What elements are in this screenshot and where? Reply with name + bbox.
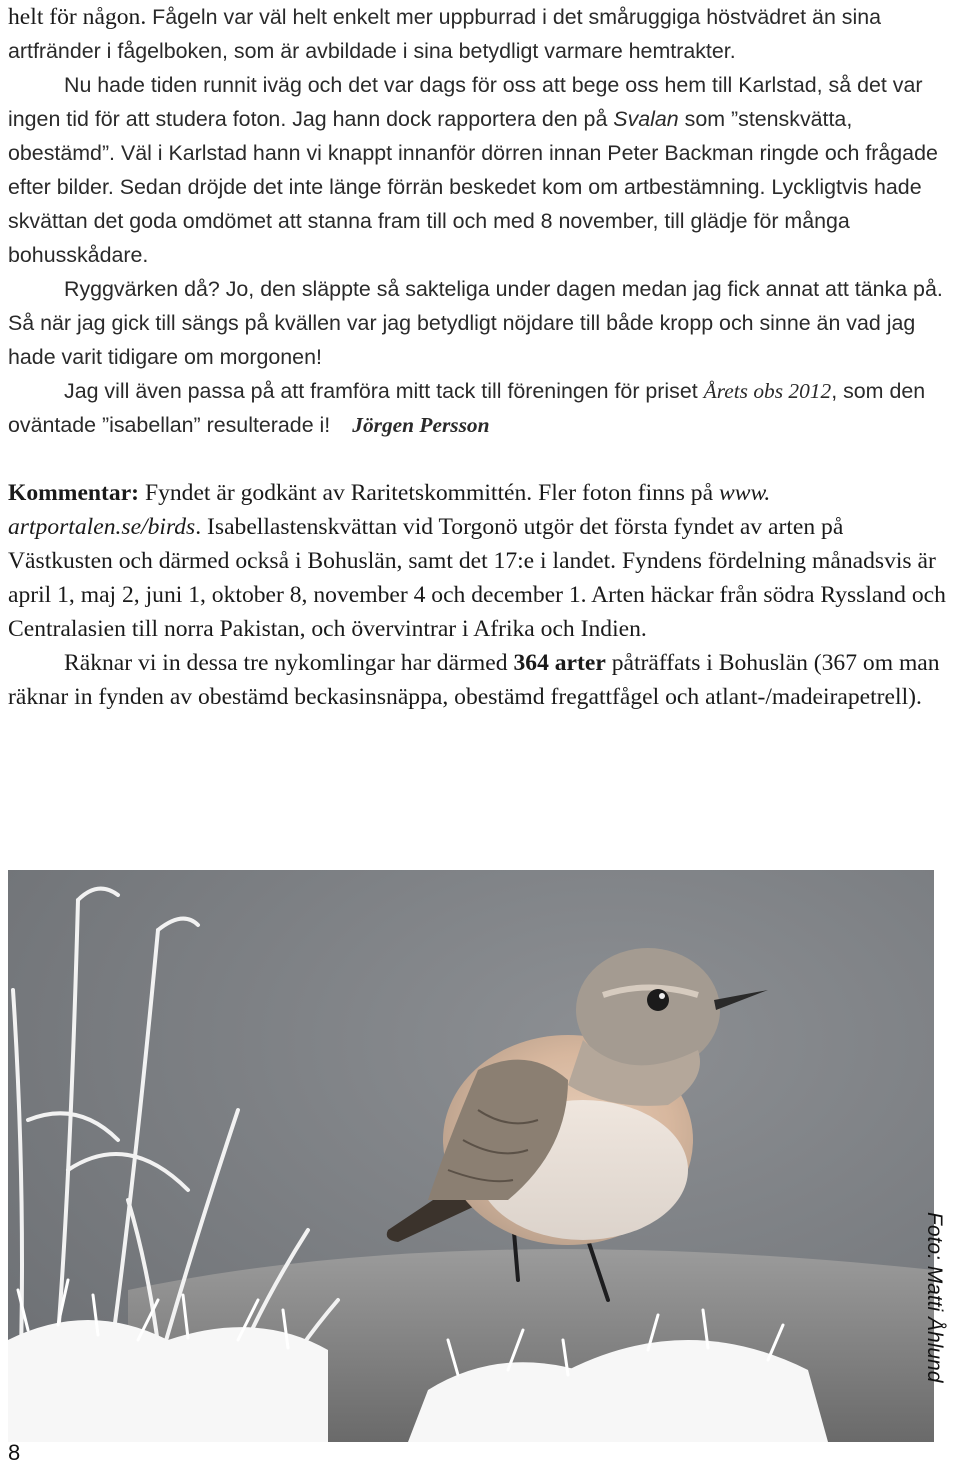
page-number: 8 xyxy=(8,1440,21,1465)
species-count-paragraph: Räknar vi in dessa tre nykomlingar har därmed 364 arter påträffats i Bohuslän (367 om man räknar in fynden av obestämd beckasinsnäppa, obestämd fregattfågel och atlant-/madeirapetrell). xyxy=(8,650,940,710)
paragraph-gap xyxy=(8,442,952,476)
bird-photo xyxy=(8,870,934,1442)
article-text xyxy=(8,0,952,714)
isabelline-wheatear-image xyxy=(8,870,934,1442)
photo-credit: Foto: Matti Åhlund xyxy=(923,1212,946,1383)
paragraph-2: Nu hade tiden runnit iväg och det var dags för oss att bege oss hem till Karlstad, så det var ingen tid för att studera foton. Jag hann dock rapportera den på Svalan som ”stenskvätta, obestämd”. Väl i Karlstad hann vi knappt innanför dörren innan Peter Backman ringde och frågade efter bilder. Sedan dröjde det inte länge förrän beskedet kom om artbestämning. Lyckligtvis hade skvättan det goda omdömet att stanna fram till och med 8 november, till glädje för många bohusskådare. xyxy=(8,73,938,267)
comment-label: Kommentar: xyxy=(8,480,140,506)
comment-paragraph: Kommentar: Fyndet är godkänt av Raritetskommittén. Fler foton finns på www. artportalen.se/birds. Isabellastenskvättan vid Torgonö utgör det första fyndet av arten på Västkusten och därmed också i Bohuslän, samt det 17:e i landet. Fyndens fördelning månadsvis är april 1, maj 2, juni 1, oktober 8, november 4 och december 1. Arten häckar från södra Ryssland och Centralasien till norra Pakistan, och övervintrar i Afrika och Indien. xyxy=(8,480,946,642)
paragraph-4: Jag vill även passa på att framföra mitt tack till föreningen för priset Årets obs 2012, som den oväntade ”isabellan” resulterade i! Jörgen Persson xyxy=(8,379,926,437)
paragraph-1: helt för någon. Fågeln var väl helt enkelt mer uppburrad i det småruggiga höstvädret än sina artfränder i fågelboken, som är avbildade i sina betydligt varmare hemtrakter. xyxy=(8,4,882,63)
author-name: Jörgen Persson xyxy=(352,413,490,437)
paragraph-3: Ryggvärken då? Jo, den släppte så sakteliga under dagen medan jag fick annat att tänka på. Så när jag gick till sängs på kvällen var jag betydligt nöjdare till både kropp och sinne än vad jag hade varit tidigare om morgonen! xyxy=(8,277,943,369)
artportalen-link[interactable]: www. artportalen.se/birds xyxy=(8,480,771,540)
